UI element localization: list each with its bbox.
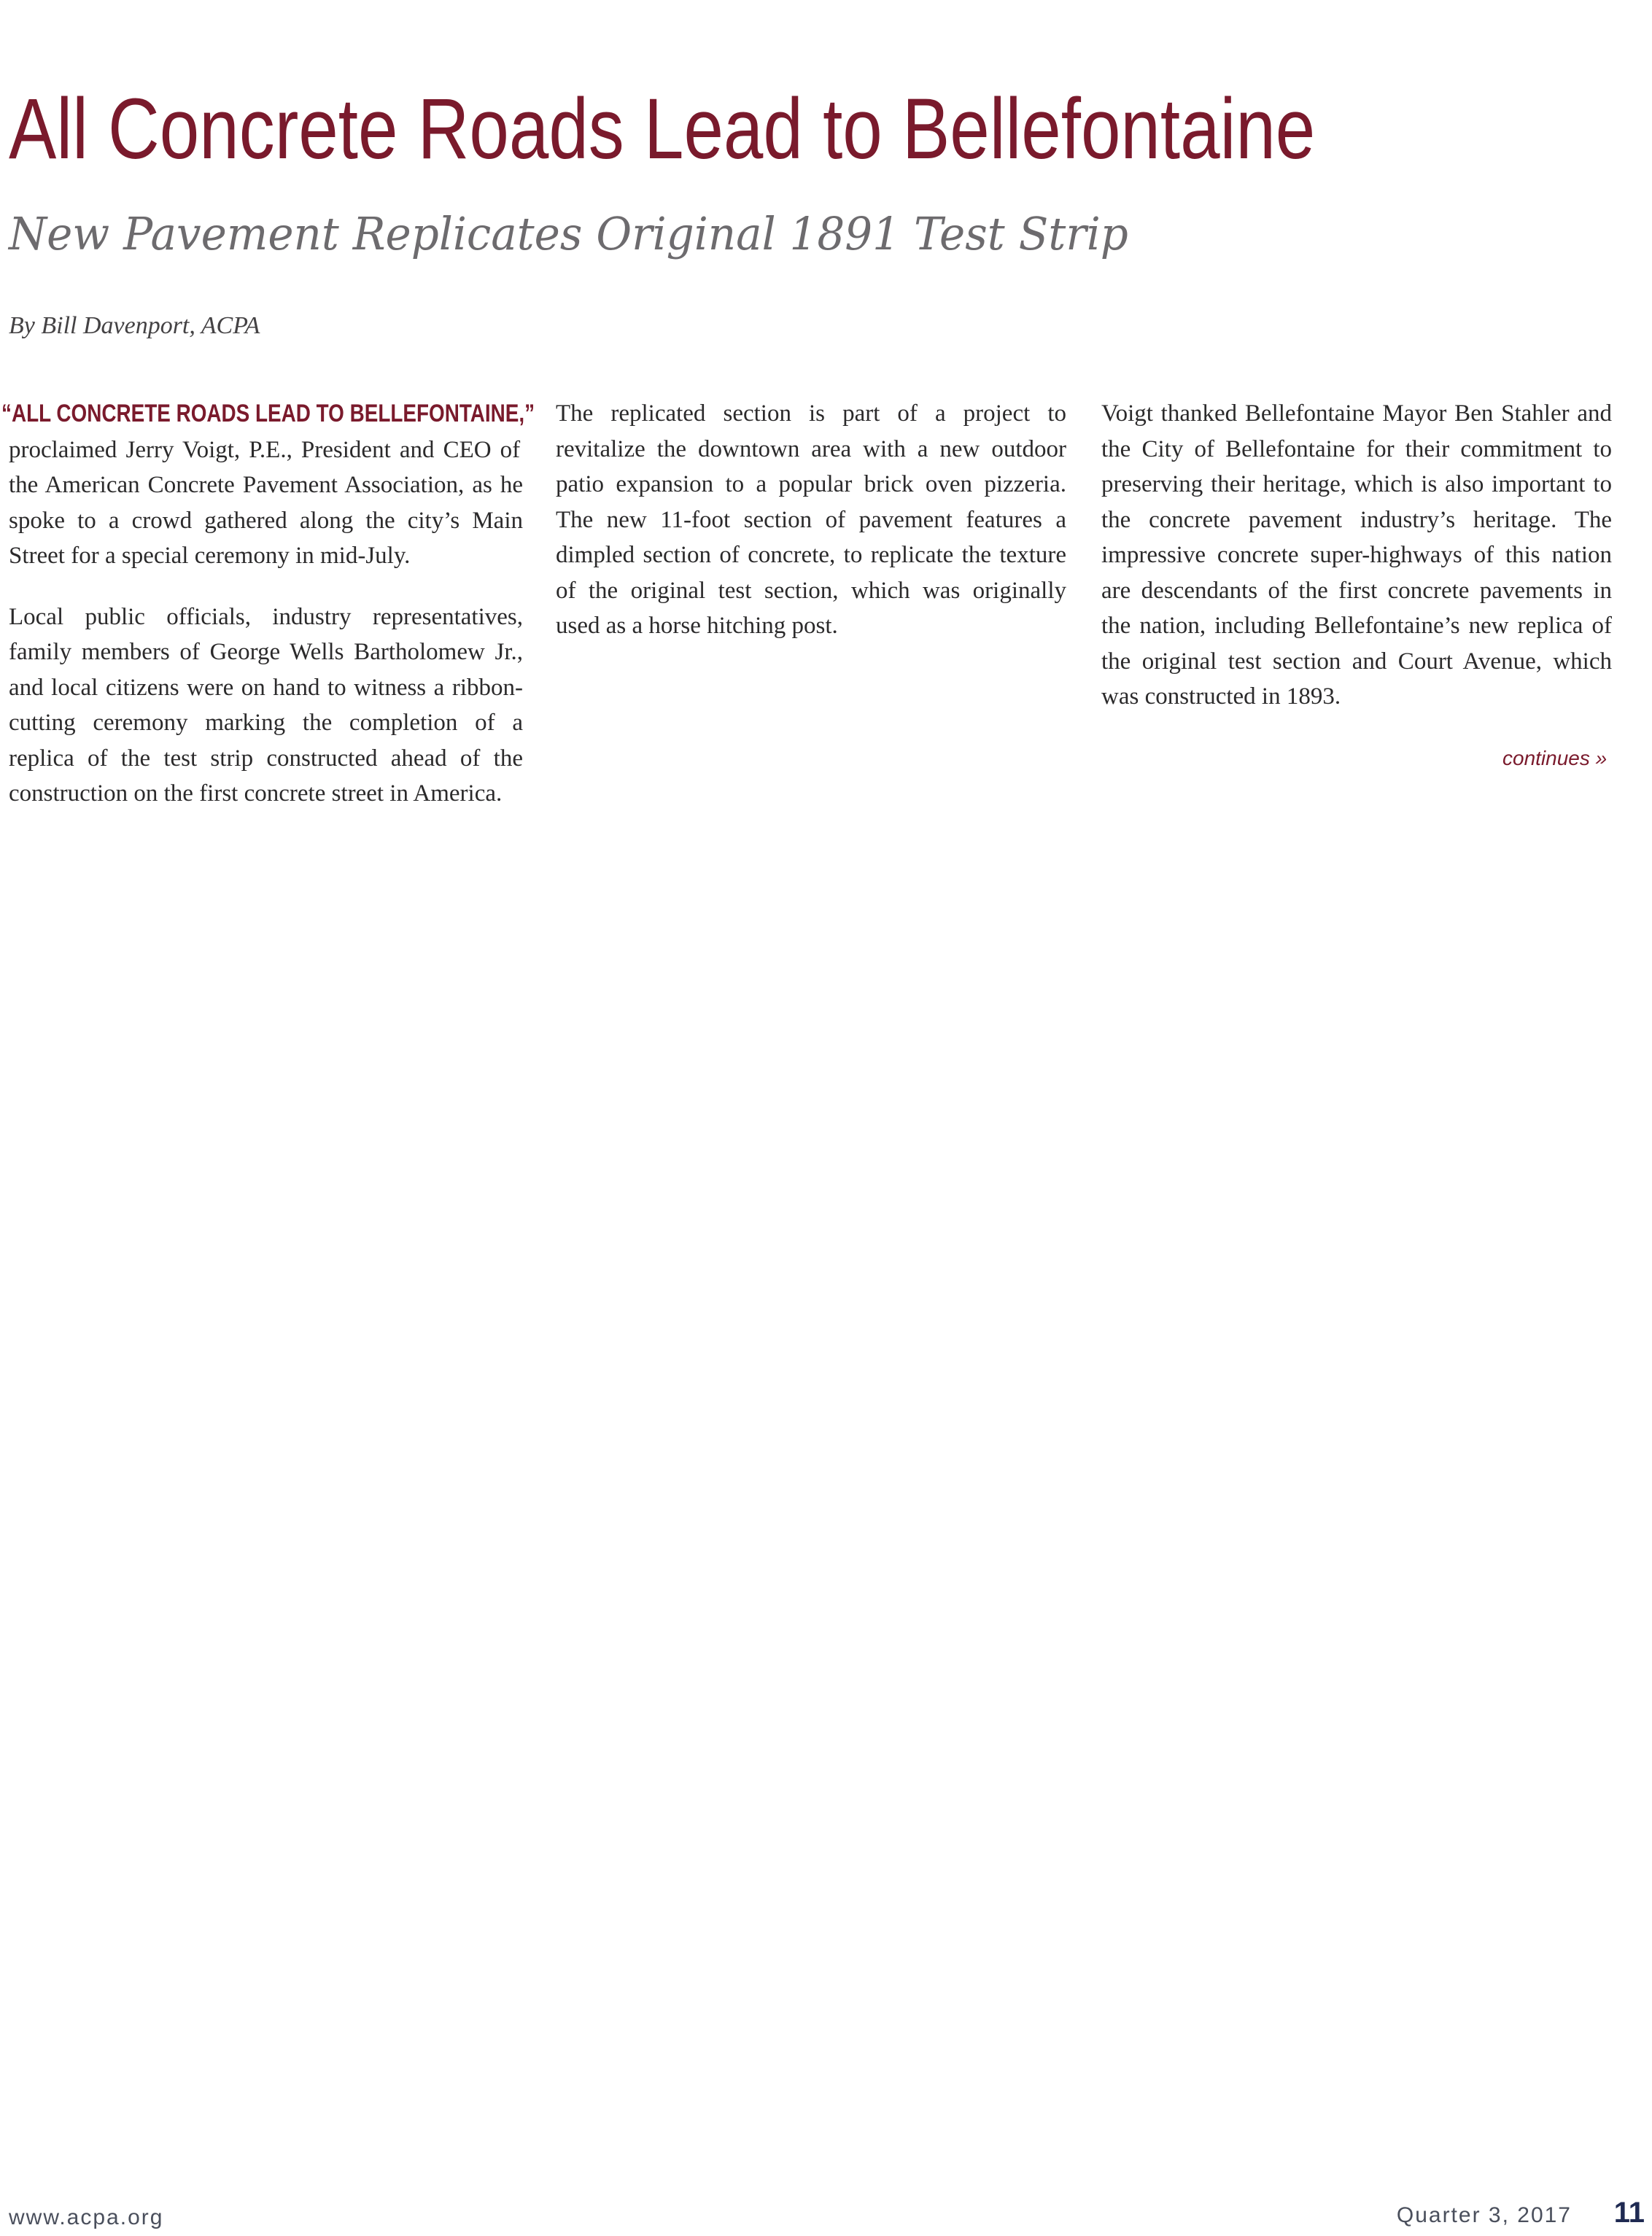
lead-in: “ALL CONCRETE ROADS LEAD TO BELLEFONTAINE,” [1,400,535,427]
article-paragraph-3 [556,396,1066,644]
paragraph-4-body: Voigt thanked Bellefontaine Mayor Ben Stahler and the City of Bellefontaine for their commitment to preserving their heritage, which is also important to the concrete pavement industry’s heritage. The impressive concrete super-highways of this nation are descendants of the first concrete pavements in the nation, including Bellefontaine’s new replica of the original test section and Court Avenue, which was constructed in 1893. [1101,400,1612,710]
article-subtitle: New Pavement Replicates Original 1891 Test Strip [9,207,1128,260]
article-column-3 [1101,396,1612,740]
article-paragraph-4 [1101,396,1612,715]
footer-url[interactable]: www.acpa.org [9,2205,164,2229]
article-title: All Concrete Roads Lead to Bellefontaine [9,81,1316,177]
article-column-1 [1,396,535,837]
article-paragraph-1 [1,396,535,574]
byline: By Bill Davenport, ACPA [9,312,260,339]
page-number: 11 [1613,2197,1645,2229]
continues-link[interactable]: continues » [1502,747,1608,769]
article-column-2 [556,396,1066,669]
paragraph-2-body: Local public officials, industry representatives, family members of George Wells Bartholomew Jr., and local citizens were on hand to witness a ribbon-cutting ceremony marking the completion of a replica of the test strip constructed ahead of the construction on the first concrete street in America. [9,603,523,807]
paragraph-3-body: The replicated section is part of a project to revitalize the downtown area with a new outdoor patio expansion to a popular brick oven pizzeria. The new 11-foot section of pavement features a dimpled section of concrete, to replicate the texture of the original test section, which was originally used as a horse hitching post. [556,400,1066,639]
paragraph-1-body: proclaimed Jerry Voigt, P.E., President and CEO of the American Concrete Pavement Association, as he spoke to a crowd gathered along the city’s Main Street for a special ceremony in mid-July. [9,436,523,569]
article-paragraph-2 [9,599,523,812]
footer-issue: Quarter 3, 2017 [1396,2203,1572,2227]
